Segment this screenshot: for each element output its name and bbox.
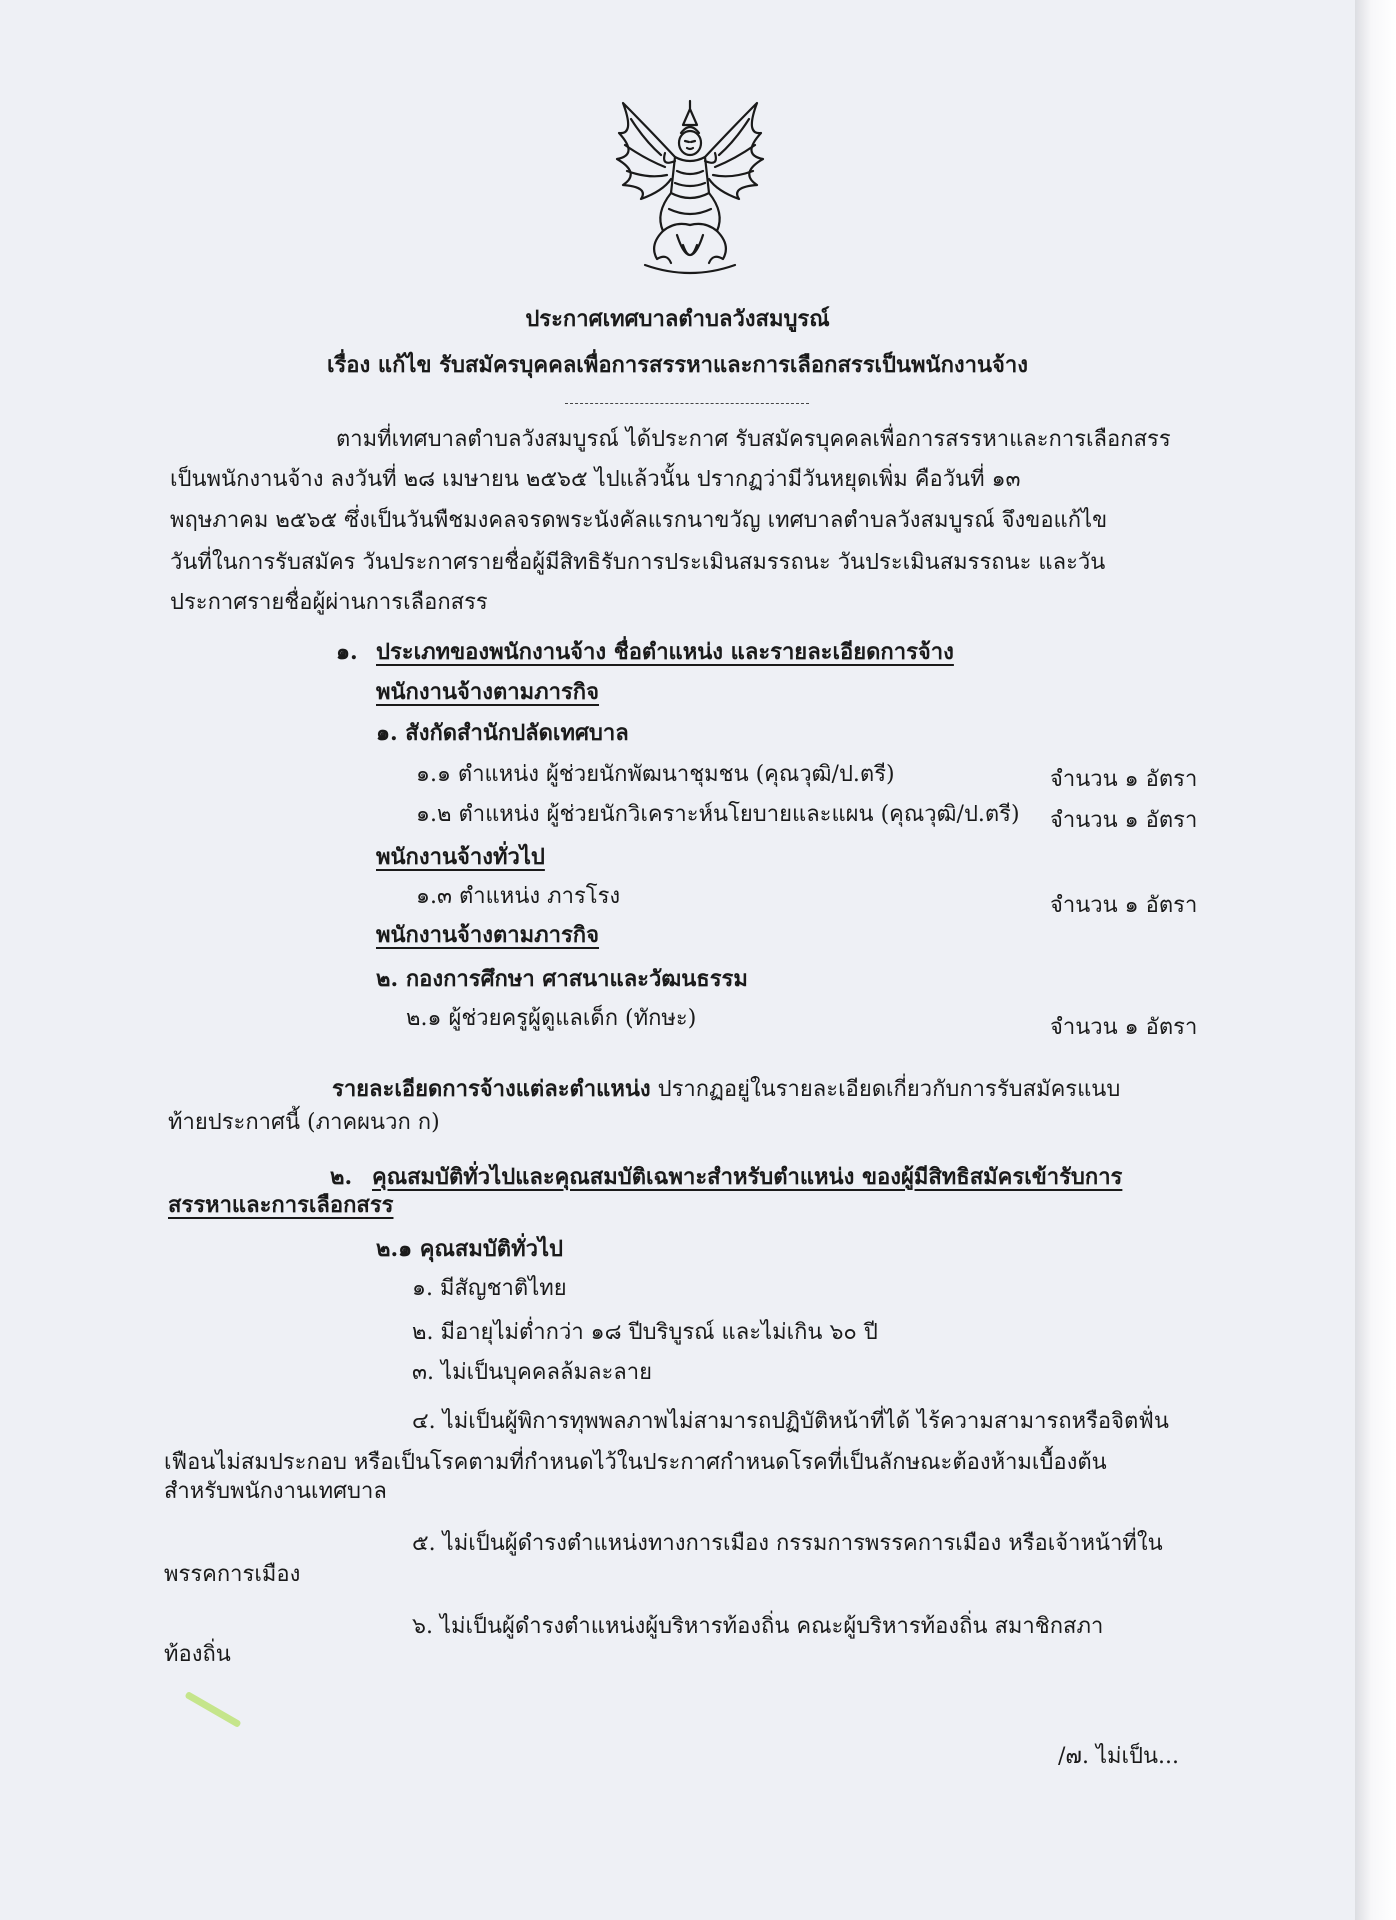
announcement-subject: เรื่อง แก้ไข รับสมัครบุคคลเพื่อการสรรหาและการเลือกสรรเป็นพนักงานจ้าง: [326, 352, 1029, 378]
intro-line-4: วันที่ในการรับสมัคร วันประกาศรายชื่อผู้มีสิทธิรับการประเมินสมรรถนะ วันประเมินสมรรถนะ และวัน: [170, 550, 1106, 575]
qualification-item-2: ๒. มีอายุไม่ต่ำกว่า ๑๘ ปีบริบูรณ์ และไม่เกิน ๖๐ ปี: [412, 1320, 878, 1345]
position-1-3-amount: จำนวน ๑ อัตรา: [1050, 893, 1198, 918]
position-2-1-amount: จำนวน ๑ อัตรา: [1050, 1015, 1198, 1040]
group-heading-mission-2: พนักงานจ้างตามภารกิจ: [376, 922, 600, 948]
position-1-2-amount: จำนวน ๑ อัตรา: [1050, 808, 1198, 833]
highlighter-mark: [184, 1691, 241, 1728]
qualification-item-5-line-2: พรรคการเมือง: [164, 1562, 301, 1587]
position-1-1: ๑.๑ ตำแหน่ง ผู้ช่วยนักพัฒนาชุมชน (คุณวุฒิ/ป.ตรี): [416, 762, 895, 787]
position-2-1: ๒.๑ ผู้ช่วยครูผู้ดูแลเด็ก (ทักษะ): [406, 1006, 697, 1031]
intro-line-3: พฤษภาคม ๒๕๖๕ ซึ่งเป็นวันพืชมงคลจรดพระนังคัลแรกนาขวัญ เทศบาลตำบลวังสมบูรณ์ จึงขอแก้ไข: [170, 508, 1108, 533]
intro-line-5: ประกาศรายชื่อผู้ผ่านการเลือกสรร: [170, 590, 488, 615]
qualification-item-1: ๑. มีสัญชาติไทย: [412, 1276, 567, 1301]
details-bold-text: รายละเอียดการจ้างแต่ละตำแหน่ง: [332, 1076, 651, 1102]
group-heading-mission: พนักงานจ้างตามภารกิจ: [376, 679, 600, 705]
title-divider: [565, 403, 809, 404]
details-line-1: [332, 1074, 1120, 1105]
section-2-heading-line-1: คุณสมบัติทั่วไปและคุณสมบัติเฉพาะสำหรับตำแหน่ง ของผู้มีสิทธิสมัครเข้ารับการ: [372, 1164, 1123, 1190]
qualification-item-5-line-1: ๕. ไม่เป็นผู้ดำรงตำแหน่งทางการเมือง กรรมการพรรคการเมือง หรือเจ้าหน้าที่ใน: [412, 1531, 1163, 1556]
garuda-emblem-icon: [605, 95, 775, 285]
intro-line-1: ตามที่เทศบาลตำบลวังสมบูรณ์ ได้ประกาศ รับสมัครบุคคลเพื่อการสรรหาและการเลือกสรร: [336, 427, 1171, 452]
page-continuation: /๗. ไม่เป็น...: [1058, 1744, 1180, 1769]
unit-1-heading: ๑. สังกัดสำนักปลัดเทศบาล: [376, 720, 629, 746]
qualification-item-4-line-3: สำหรับพนักงานเทศบาล: [164, 1479, 387, 1504]
details-rest-text: ปรากฏอยู่ในรายละเอียดเกี่ยวกับการรับสมัครแนบ: [650, 1077, 1121, 1102]
group-heading-general: พนักงานจ้างทั่วไป: [376, 844, 545, 870]
qualification-item-4-line-1: ๔. ไม่เป็นผู้พิการทุพพลภาพไม่สามารถปฏิบัติหน้าที่ได้ ไร้ความสามารถหรือจิตฟั่น: [412, 1409, 1169, 1434]
qualification-item-3: ๓. ไม่เป็นบุคคลล้มละลาย: [412, 1360, 653, 1385]
position-1-1-amount: จำนวน ๑ อัตรา: [1050, 767, 1198, 792]
scan-edge: [1355, 0, 1396, 1920]
unit-2-heading: ๒. กองการศึกษา ศาสนาและวัฒนธรรม: [376, 966, 748, 992]
intro-line-2: เป็นพนักงานจ้าง ลงวันที่ ๒๘ เมษายน ๒๕๖๕ ไปแล้วนั้น ปรากฏว่ามีวันหยุดเพิ่ม คือวันที่ ๑๓: [170, 467, 1021, 492]
subsection-2-1-heading: ๒.๑ คุณสมบัติทั่วไป: [376, 1236, 563, 1262]
section-1-number: ๑.: [336, 639, 358, 665]
position-1-3: ๑.๓ ตำแหน่ง ภารโรง: [416, 884, 621, 909]
qualification-item-6-line-2: ท้องถิ่น: [164, 1642, 231, 1667]
section-1-heading: ประเภทของพนักงานจ้าง ชื่อตำแหน่ง และรายละเอียดการจ้าง: [376, 639, 954, 665]
section-2-number: ๒.: [330, 1164, 353, 1190]
qualification-item-4-line-2: เฟือนไม่สมประกอบ หรือเป็นโรคตามที่กำหนดไว้ในประกาศกำหนดโรคที่เป็นลักษณะต้องห้ามเบื้องต้น: [164, 1450, 1107, 1475]
announcement-title: ประกาศเทศบาลตำบลวังสมบูรณ์: [525, 306, 830, 332]
section-2-heading-line-2: สรรหาและการเลือกสรร: [168, 1192, 394, 1218]
position-1-2: ๑.๒ ตำแหน่ง ผู้ช่วยนักวิเคราะห์นโยบายและแผน (คุณวุฒิ/ป.ตรี): [416, 802, 1020, 827]
qualification-item-6-line-1: ๖. ไม่เป็นผู้ดำรงตำแหน่งผู้บริหารท้องถิ่น คณะผู้บริหารท้องถิ่น สมาชิกสภา: [412, 1614, 1104, 1639]
details-line-2: ท้ายประกาศนี้ (ภาคผนวก ก): [168, 1110, 440, 1135]
